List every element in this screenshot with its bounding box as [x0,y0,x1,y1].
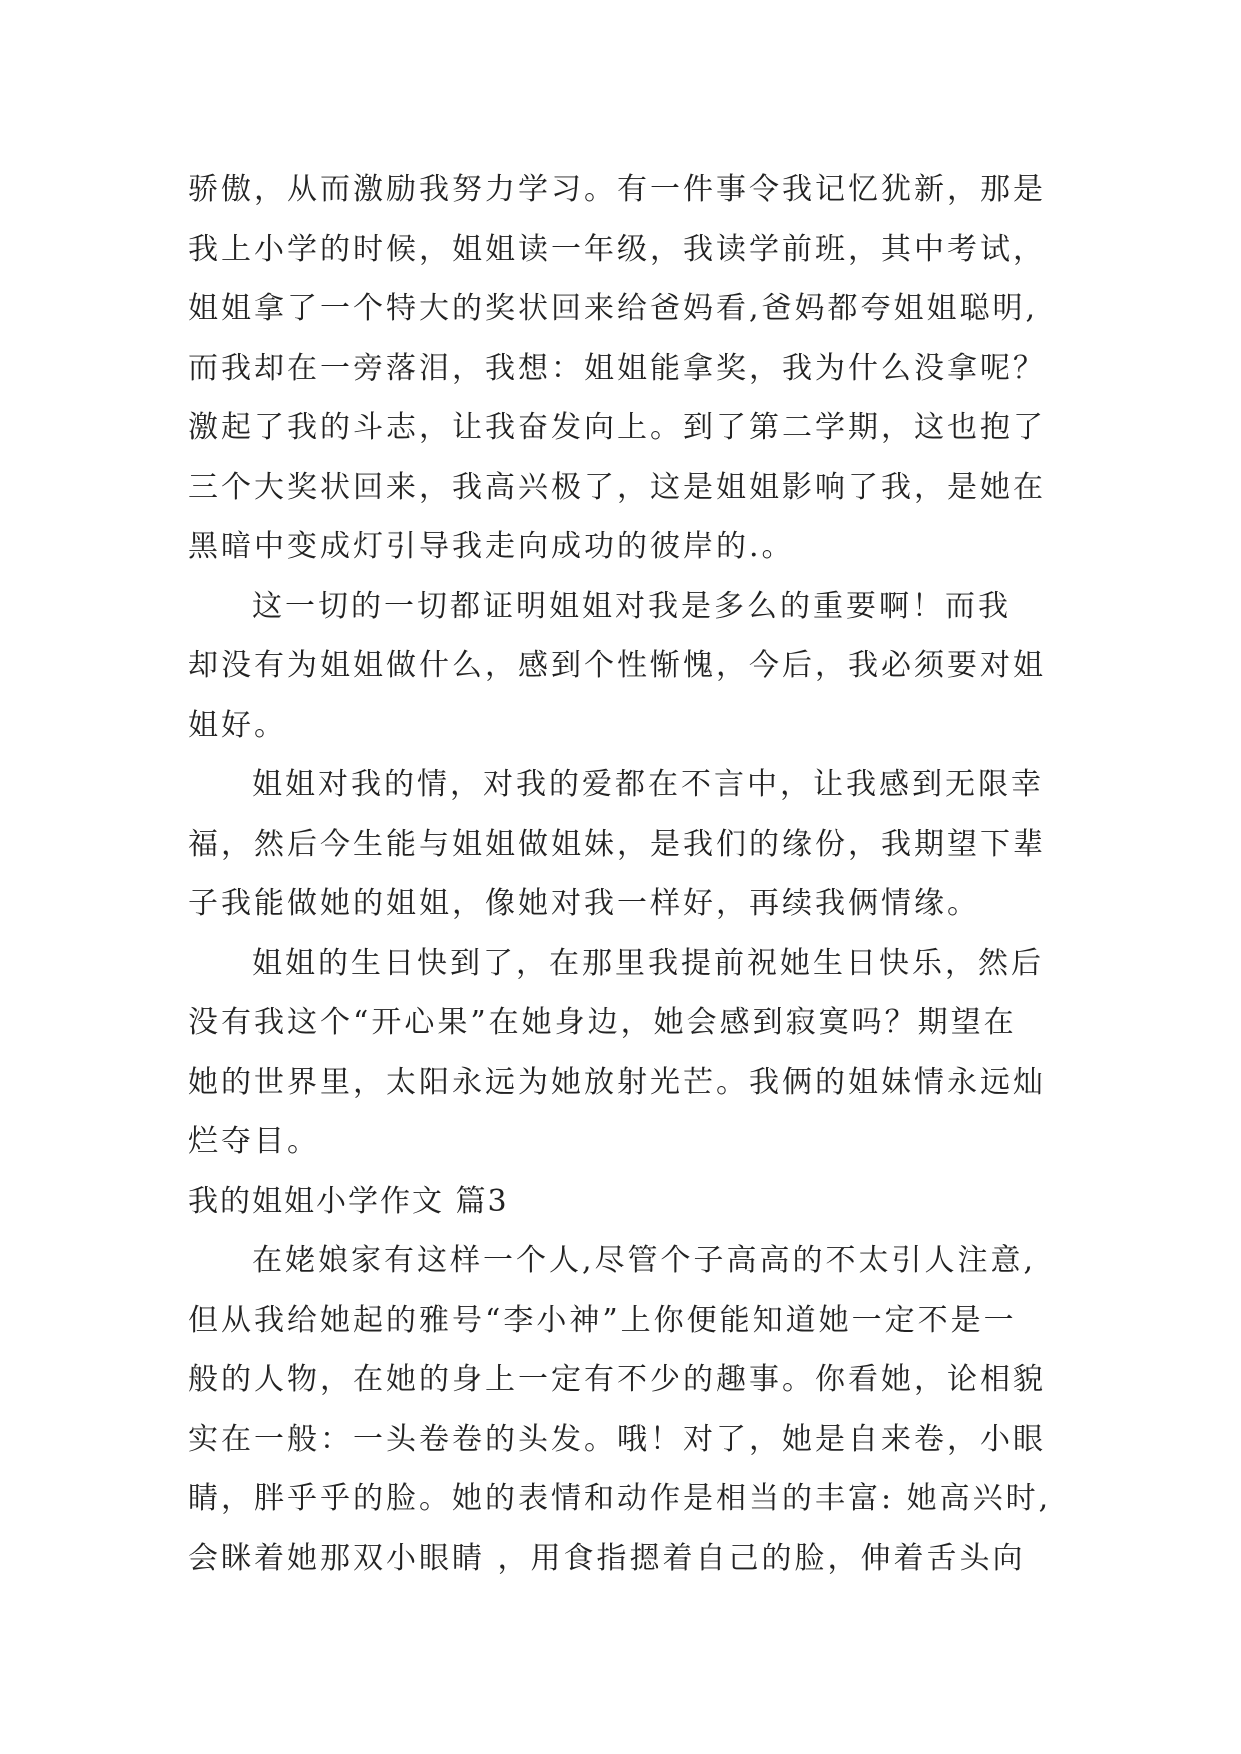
paragraph-line: 福，然后今生能与姐姐做姐妹，是我们的缘份，我期望下辈 [188,826,1046,862]
paragraph-line: 三个大奖状回来，我高兴极了，这是姐姐影响了我，是她在 [188,469,1046,505]
paragraph-line: 她的世界里，太阳永远为她放射光芒。我俩的姐妹情永远灿 [188,1064,1046,1100]
paragraph-line: 姐好。 [188,707,287,743]
paragraph-first-line: 这一切的一切都证明姐姐对我是多么的重要啊！而我 [252,588,1011,624]
paragraph-first-line: 姐姐对我的情，对我的爱都在不言中，让我感到无限幸 [252,767,1044,802]
article-body [188,160,1068,1588]
paragraph-line: 烂夺目。 [188,1124,320,1159]
paragraph-line: 没有我这个“开心果”在她身边，她会感到寂寞吗？期望在 [188,1005,1017,1040]
paragraph-line: 而我却在一旁落泪，我想：姐姐能拿奖，我为什么没拿呢？ [188,350,1046,386]
paragraph-first-line: 姐姐的生日快到了，在那里我提前祝她生日快乐，然后 [252,945,1044,981]
paragraph-line: 实在一般：一头卷卷的头发。哦！对了，她是自来卷，小眼 [188,1421,1046,1457]
paragraph-line: 我上小学的时候，姐姐读一年级，我读学前班，其中考试， [188,231,1046,267]
paragraph-line: 但从我给她起的雅号“李小神”上你便能知道她一定不是一 [188,1302,1017,1338]
paragraph-line: 却没有为姐姐做什么，感到个性惭愧，今后，我必须要对姐 [188,648,1046,683]
paragraph-line: 般的人物，在她的身上一定有不少的趣事。你看她，论相貌 [188,1362,1046,1397]
paragraph-first-line: 在姥娘家有这样一个人,尽管个子高高的不太引人注意, [252,1243,1037,1278]
paragraph-line: 黑暗中变成灯引导我走向成功的彼岸的.。 [188,529,795,564]
paragraph-line: 姐姐拿了一个特大的奖状回来给爸妈看,爸妈都夸姐姐聪明, [188,291,1039,326]
paragraph-line: 子我能做她的姐姐，像她对我一样好，再续我俩情缘。 [188,886,980,921]
paragraph-line: 激起了我的斗志，让我奋发向上。到了第二学期，这也抱了 [188,410,1046,445]
section-heading: 我的姐姐小学作文 篇3 [188,1183,509,1219]
paragraph-line: 睛，胖乎乎的脸。她的表情和动作是相当的丰富: 她高兴时, [188,1481,1052,1516]
paragraph-line: 骄傲，从而激励我努力学习。有一件事令我记忆犹新，那是 [188,172,1046,207]
paragraph-line: 会眯着她那双小眼睛 ，用食指摁着自己的脸，伸着舌头向 [188,1540,1026,1576]
